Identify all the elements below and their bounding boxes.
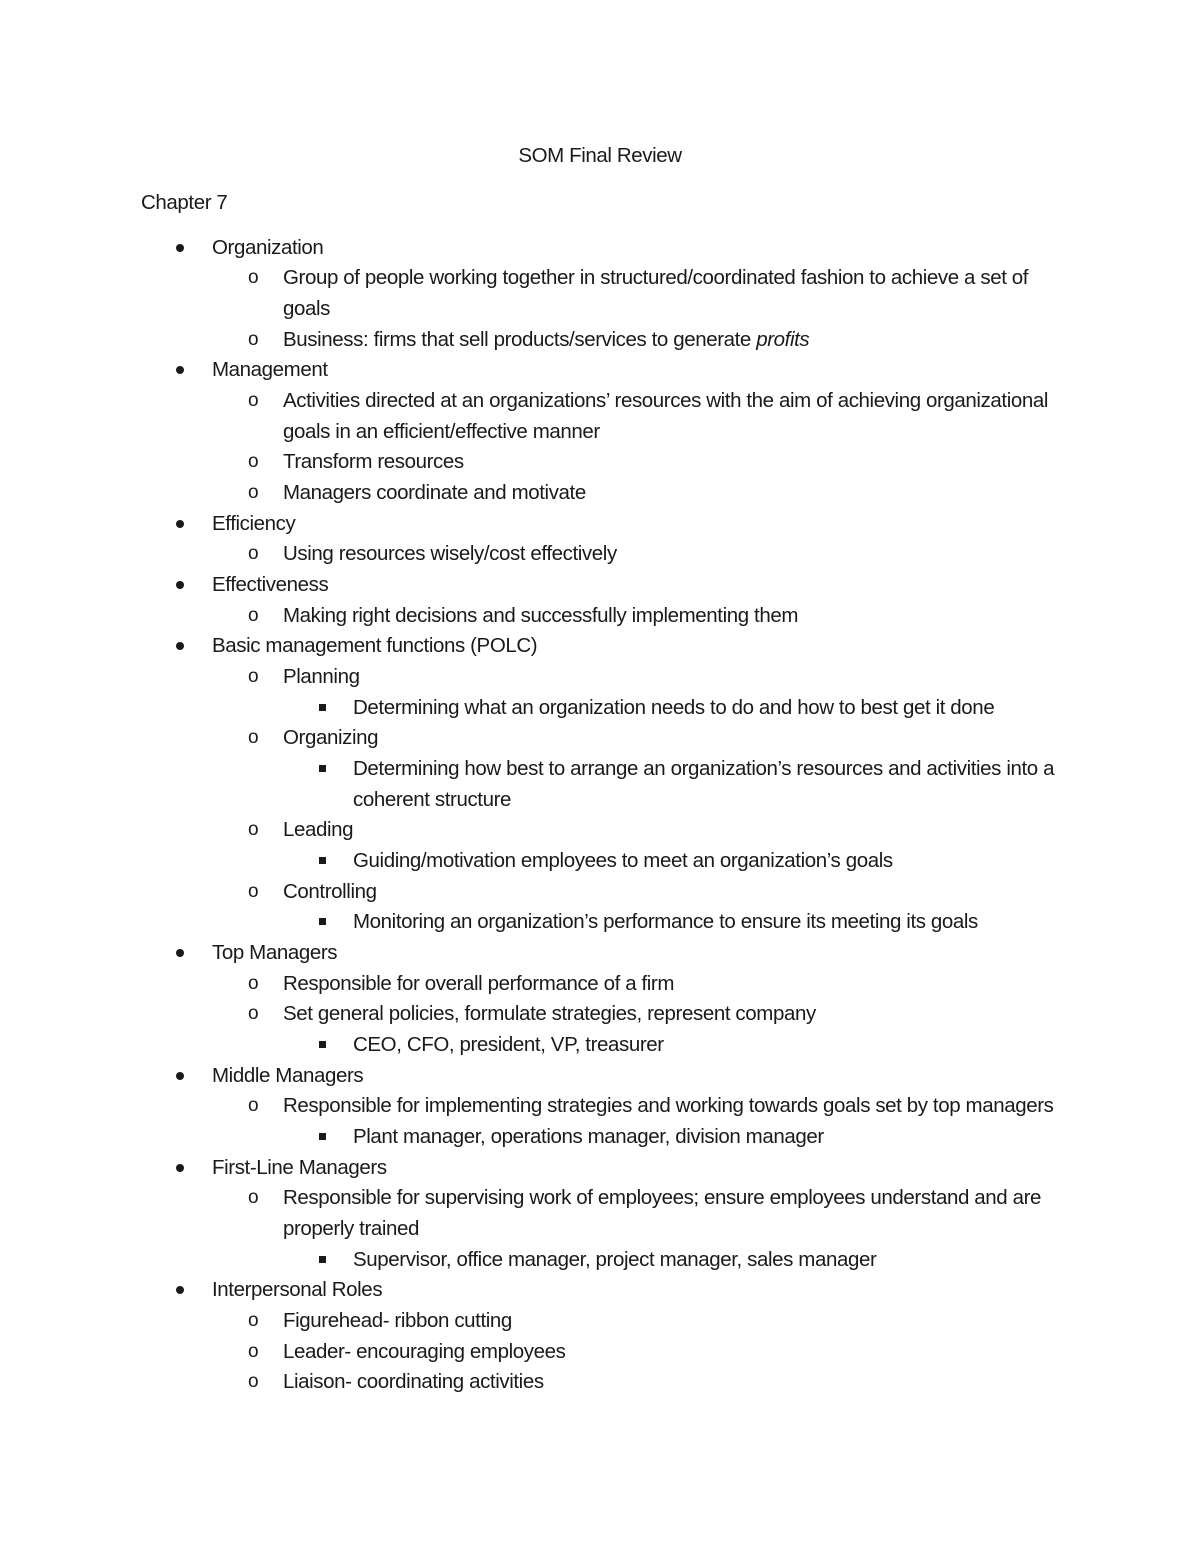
list-item: Plant manager, operations manager, division manager — [353, 1125, 824, 1148]
circle-bullet-icon: o — [248, 1095, 259, 1116]
list-item: Determining what an organization needs to do and how to best get it done — [353, 696, 995, 719]
list-item: o Leader- encouraging employees — [283, 1338, 565, 1366]
list-item-continuation: coherent structure — [353, 788, 512, 811]
list-item: o Using resources wisely/cost effectively — [283, 540, 617, 568]
list-item: o Managers coordinate and motivate — [283, 479, 586, 507]
circle-bullet-icon: o — [248, 390, 259, 411]
list-item: Management — [212, 358, 328, 381]
list-item: o Organizing — [283, 724, 378, 752]
list-item-continuation: properly trained — [283, 1217, 420, 1240]
list-item: Middle Managers — [212, 1064, 364, 1087]
circle-bullet-icon: o — [248, 605, 259, 626]
circle-bullet-icon: o — [248, 973, 259, 994]
list-item: o Figurehead- ribbon cutting — [283, 1307, 512, 1335]
circle-bullet-icon: o — [248, 881, 259, 902]
circle-bullet-icon: o — [248, 1310, 259, 1331]
list-item: o Planning — [283, 663, 360, 691]
list-item: o Making right decisions and successfully implementing them — [283, 602, 798, 630]
list-item-continuation: goals — [283, 297, 331, 320]
list-item: Interpersonal Roles — [212, 1278, 383, 1301]
list-item: o Activities directed at an organizations’ resources with the aim of achieving organizational — [283, 387, 1048, 415]
list-item: o Responsible for supervising work of employees; ensure employees understand and are — [283, 1184, 1041, 1212]
list-item: First-Line Managers — [212, 1156, 387, 1179]
circle-bullet-icon: o — [248, 543, 259, 564]
circle-bullet-icon: o — [248, 666, 259, 687]
list-item: o Responsible for overall performance of a firm — [283, 970, 674, 998]
circle-bullet-icon: o — [248, 1341, 259, 1362]
list-item: o Responsible for implementing strategies and working towards goals set by top managers — [283, 1092, 1053, 1120]
list-item: Organization — [212, 236, 324, 259]
list-item: Efficiency — [212, 512, 296, 535]
list-item: o Business: firms that sell products/services to generate profits — [283, 326, 809, 354]
list-item-continuation: goals in an efficient/effective manner — [283, 420, 600, 443]
list-item: o Controlling — [283, 878, 377, 906]
circle-bullet-icon: o — [248, 451, 259, 472]
list-item: Top Managers — [212, 941, 338, 964]
circle-bullet-icon: o — [248, 1371, 259, 1392]
circle-bullet-icon: o — [248, 819, 259, 840]
list-item: Monitoring an organization’s performance to ensure its meeting its goals — [353, 910, 978, 933]
circle-bullet-icon: o — [248, 267, 259, 288]
circle-bullet-icon: o — [248, 329, 259, 350]
list-item: o Set general policies, formulate strategies, represent company — [283, 1000, 816, 1028]
list-item: Basic management functions (POLC) — [212, 634, 538, 657]
list-item: o Transform resources — [283, 448, 464, 476]
chapter-heading: Chapter 7 — [141, 191, 228, 214]
list-item: o Leading — [283, 816, 353, 844]
circle-bullet-icon: o — [248, 482, 259, 503]
circle-bullet-icon: o — [248, 1187, 259, 1208]
circle-bullet-icon: o — [248, 1003, 259, 1024]
document-title: SOM Final Review — [518, 144, 682, 167]
list-item: Supervisor, office manager, project manager, sales manager — [353, 1248, 877, 1271]
list-item: Guiding/motivation employees to meet an organization’s goals — [353, 849, 893, 872]
circle-bullet-icon: o — [248, 727, 259, 748]
list-item: o Liaison- coordinating activities — [283, 1368, 544, 1396]
list-item: Determining how best to arrange an organization’s resources and activities into a — [353, 757, 1055, 780]
list-item: o Group of people working together in structured/coordinated fashion to achieve a set of — [283, 264, 1028, 292]
list-item: Effectiveness — [212, 573, 329, 596]
list-item: CEO, CFO, president, VP, treasurer — [353, 1033, 664, 1056]
